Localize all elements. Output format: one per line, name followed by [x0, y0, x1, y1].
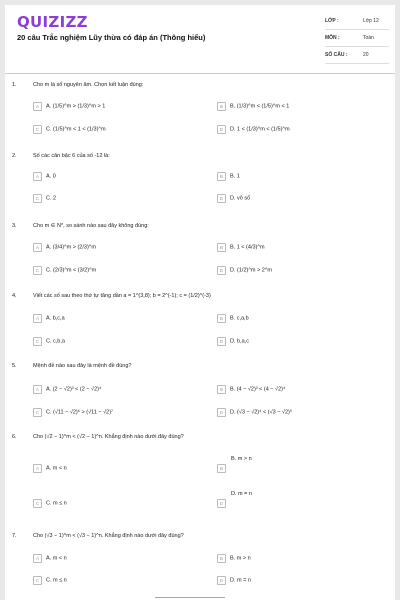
- option-letter-box: C: [33, 194, 42, 203]
- option-letter-box: B: [217, 385, 226, 394]
- option-text: B. m > n: [230, 555, 251, 562]
- option-text: C. 2: [46, 195, 57, 202]
- option-text: C. m ≤ n: [46, 577, 67, 584]
- option-a[interactable]: [33, 314, 65, 323]
- question-number: 5.: [12, 363, 17, 369]
- meta-value: Lớp 12: [363, 18, 379, 24]
- option-a[interactable]: [33, 102, 105, 111]
- question-number: 7.: [12, 533, 17, 539]
- option-letter-box: A: [33, 172, 42, 181]
- option-letter-box: C: [33, 337, 42, 346]
- option-text: D. (√3 − √2)⁴ < (√3 − √2)⁵: [230, 409, 293, 416]
- option-c[interactable]: [33, 408, 113, 417]
- option-c[interactable]: [33, 576, 67, 585]
- option-a[interactable]: [33, 385, 101, 394]
- question-number: 4.: [12, 293, 17, 299]
- question-number: 6.: [12, 434, 17, 440]
- option-a[interactable]: [33, 464, 67, 473]
- option-b[interactable]: [217, 102, 289, 111]
- option-text: B. c,a,b: [230, 315, 249, 322]
- option-text: A. (3/4)^m > (2/3)^m: [46, 244, 96, 251]
- question-text: Viết các số sau theo thứ tự tăng dần a = 1^(3,8); b = 2^(-1); c = (1/2)^(-3): [33, 293, 211, 299]
- option-text: B. (1/3)^m < (1/5)^m < 1: [230, 103, 290, 110]
- option-text: A. m < n: [46, 555, 67, 562]
- option-letter-box: C: [33, 266, 42, 275]
- option-text: B. 1 < (4/3)^m: [230, 244, 265, 251]
- option-letter-box: D: [217, 337, 226, 346]
- option-b[interactable]: [217, 554, 251, 563]
- option-letter-box: D: [217, 576, 226, 585]
- option-d[interactable]: [217, 125, 290, 134]
- option-letter-box: A: [33, 102, 42, 111]
- option-text: D. m = n: [230, 577, 251, 584]
- option-text: C. c,b,a: [46, 338, 65, 345]
- option-letter-box: C: [33, 408, 42, 417]
- question-text: Mệnh đề nào sau đây là mệnh đề đúng?: [33, 363, 132, 369]
- meta-value: 20: [363, 52, 369, 58]
- option-letter-box: C: [33, 125, 42, 134]
- meta-label: SỐ CÂU :: [325, 52, 348, 58]
- option-text: B. m > n: [231, 456, 252, 462]
- option-letter-box: A: [33, 464, 42, 473]
- option-text: C. (√11 − √2)⁶ > (√11 − √2)⁷: [46, 409, 114, 416]
- option-letter-box: A: [33, 314, 42, 323]
- option-b[interactable]: [217, 314, 249, 323]
- option-b[interactable]: [217, 243, 265, 252]
- header-divider: [5, 73, 395, 74]
- meta-panel: [325, 13, 389, 64]
- option-letter-box: A: [33, 554, 42, 563]
- option-text: A. b,c,a: [46, 315, 65, 322]
- option-letter-box: A: [33, 243, 42, 252]
- option-text: D. vô số: [230, 195, 251, 202]
- meta-label: LỚP :: [325, 18, 339, 24]
- option-a[interactable]: [33, 243, 96, 252]
- question-number: 2.: [12, 153, 17, 159]
- option-c[interactable]: [33, 266, 96, 275]
- option-a[interactable]: [33, 554, 67, 563]
- option-letter-box: D: [217, 125, 226, 134]
- question-text: Số các căn bậc 6 của số -12 là:: [33, 153, 110, 159]
- option-letter-box: B: [217, 554, 226, 563]
- option-b-box[interactable]: [217, 464, 230, 473]
- option-c[interactable]: [33, 194, 56, 203]
- option-text: D. 1 < (1/3)^m < (1/5)^m: [230, 126, 290, 133]
- option-d-box[interactable]: [217, 499, 230, 508]
- meta-label: MÔN :: [325, 35, 340, 41]
- worksheet-page: [5, 5, 395, 600]
- option-b[interactable]: [217, 172, 240, 181]
- option-d[interactable]: [217, 491, 252, 497]
- option-text: A. m < n: [46, 465, 67, 472]
- option-letter-box: B: [217, 243, 226, 252]
- option-letter-box: B: [217, 172, 226, 181]
- question-text: Cho (√3 − 1)^m < (√3 − 1)^n. Khẳng định nào dưới đây đúng?: [33, 533, 184, 539]
- meta-value: Toán: [363, 35, 374, 41]
- option-text: A. 0: [46, 173, 56, 180]
- option-text: C. (2/3)^m < (3/2)^m: [46, 267, 97, 274]
- option-letter-box: D: [217, 499, 226, 508]
- meta-row-class: [325, 13, 389, 30]
- option-text: A. (2 − √2)³ < (2 − √2)⁴: [46, 386, 102, 393]
- option-letter-box: D: [217, 194, 226, 203]
- option-d[interactable]: [217, 408, 292, 417]
- question-number: 1.: [12, 82, 17, 88]
- option-d[interactable]: [217, 337, 249, 346]
- option-d[interactable]: [217, 194, 250, 203]
- option-letter-box: B: [217, 314, 226, 323]
- option-c[interactable]: [33, 125, 106, 134]
- question-text: Cho m ∈ N*, so sánh nào sau đây không đúng:: [33, 223, 149, 229]
- option-c[interactable]: [33, 337, 65, 346]
- option-b[interactable]: [217, 456, 252, 462]
- option-letter-box: C: [33, 499, 42, 508]
- option-letter-box: D: [217, 408, 226, 417]
- option-d[interactable]: [217, 576, 251, 585]
- option-letter-box: C: [33, 576, 42, 585]
- option-text: B. 1: [230, 173, 240, 180]
- option-d[interactable]: [217, 266, 272, 275]
- page-footer-mark: [155, 597, 225, 598]
- option-text: B. (4 − √2)³ < (4 − √2)⁴: [230, 386, 286, 393]
- option-text: D. m = n: [231, 491, 252, 497]
- option-text: D. (1/2)^m > 2^m: [230, 267, 272, 274]
- question-text: Cho (√2 − 1)^m < (√2 − 1)^n. Khẳng định nào dưới đây đúng?: [33, 434, 184, 440]
- option-c[interactable]: [33, 499, 67, 508]
- question-number: 3.: [12, 223, 17, 229]
- option-text: C. m ≤ n: [46, 500, 67, 507]
- option-text: D. b,a,c: [230, 338, 249, 345]
- meta-row-subject: [325, 30, 389, 47]
- meta-row-count: [325, 47, 389, 64]
- option-letter-box: D: [217, 266, 226, 275]
- quizizz-logo: QUIZIZZ: [17, 13, 88, 31]
- page-title: 20 câu Trắc nghiệm Lũy thừa có đáp án (Thông hiểu): [17, 33, 206, 42]
- option-a[interactable]: [33, 172, 56, 181]
- question-text: Cho m là số nguyên âm. Chọn kết luận đúng:: [33, 82, 144, 88]
- option-text: A. (1/5)^m > (1/3)^m > 1: [46, 103, 106, 110]
- option-letter-box: A: [33, 385, 42, 394]
- option-text: C. (1/5)^m < 1 < (1/3)^m: [46, 126, 106, 133]
- option-letter-box: B: [217, 464, 226, 473]
- option-b[interactable]: [217, 385, 285, 394]
- option-letter-box: B: [217, 102, 226, 111]
